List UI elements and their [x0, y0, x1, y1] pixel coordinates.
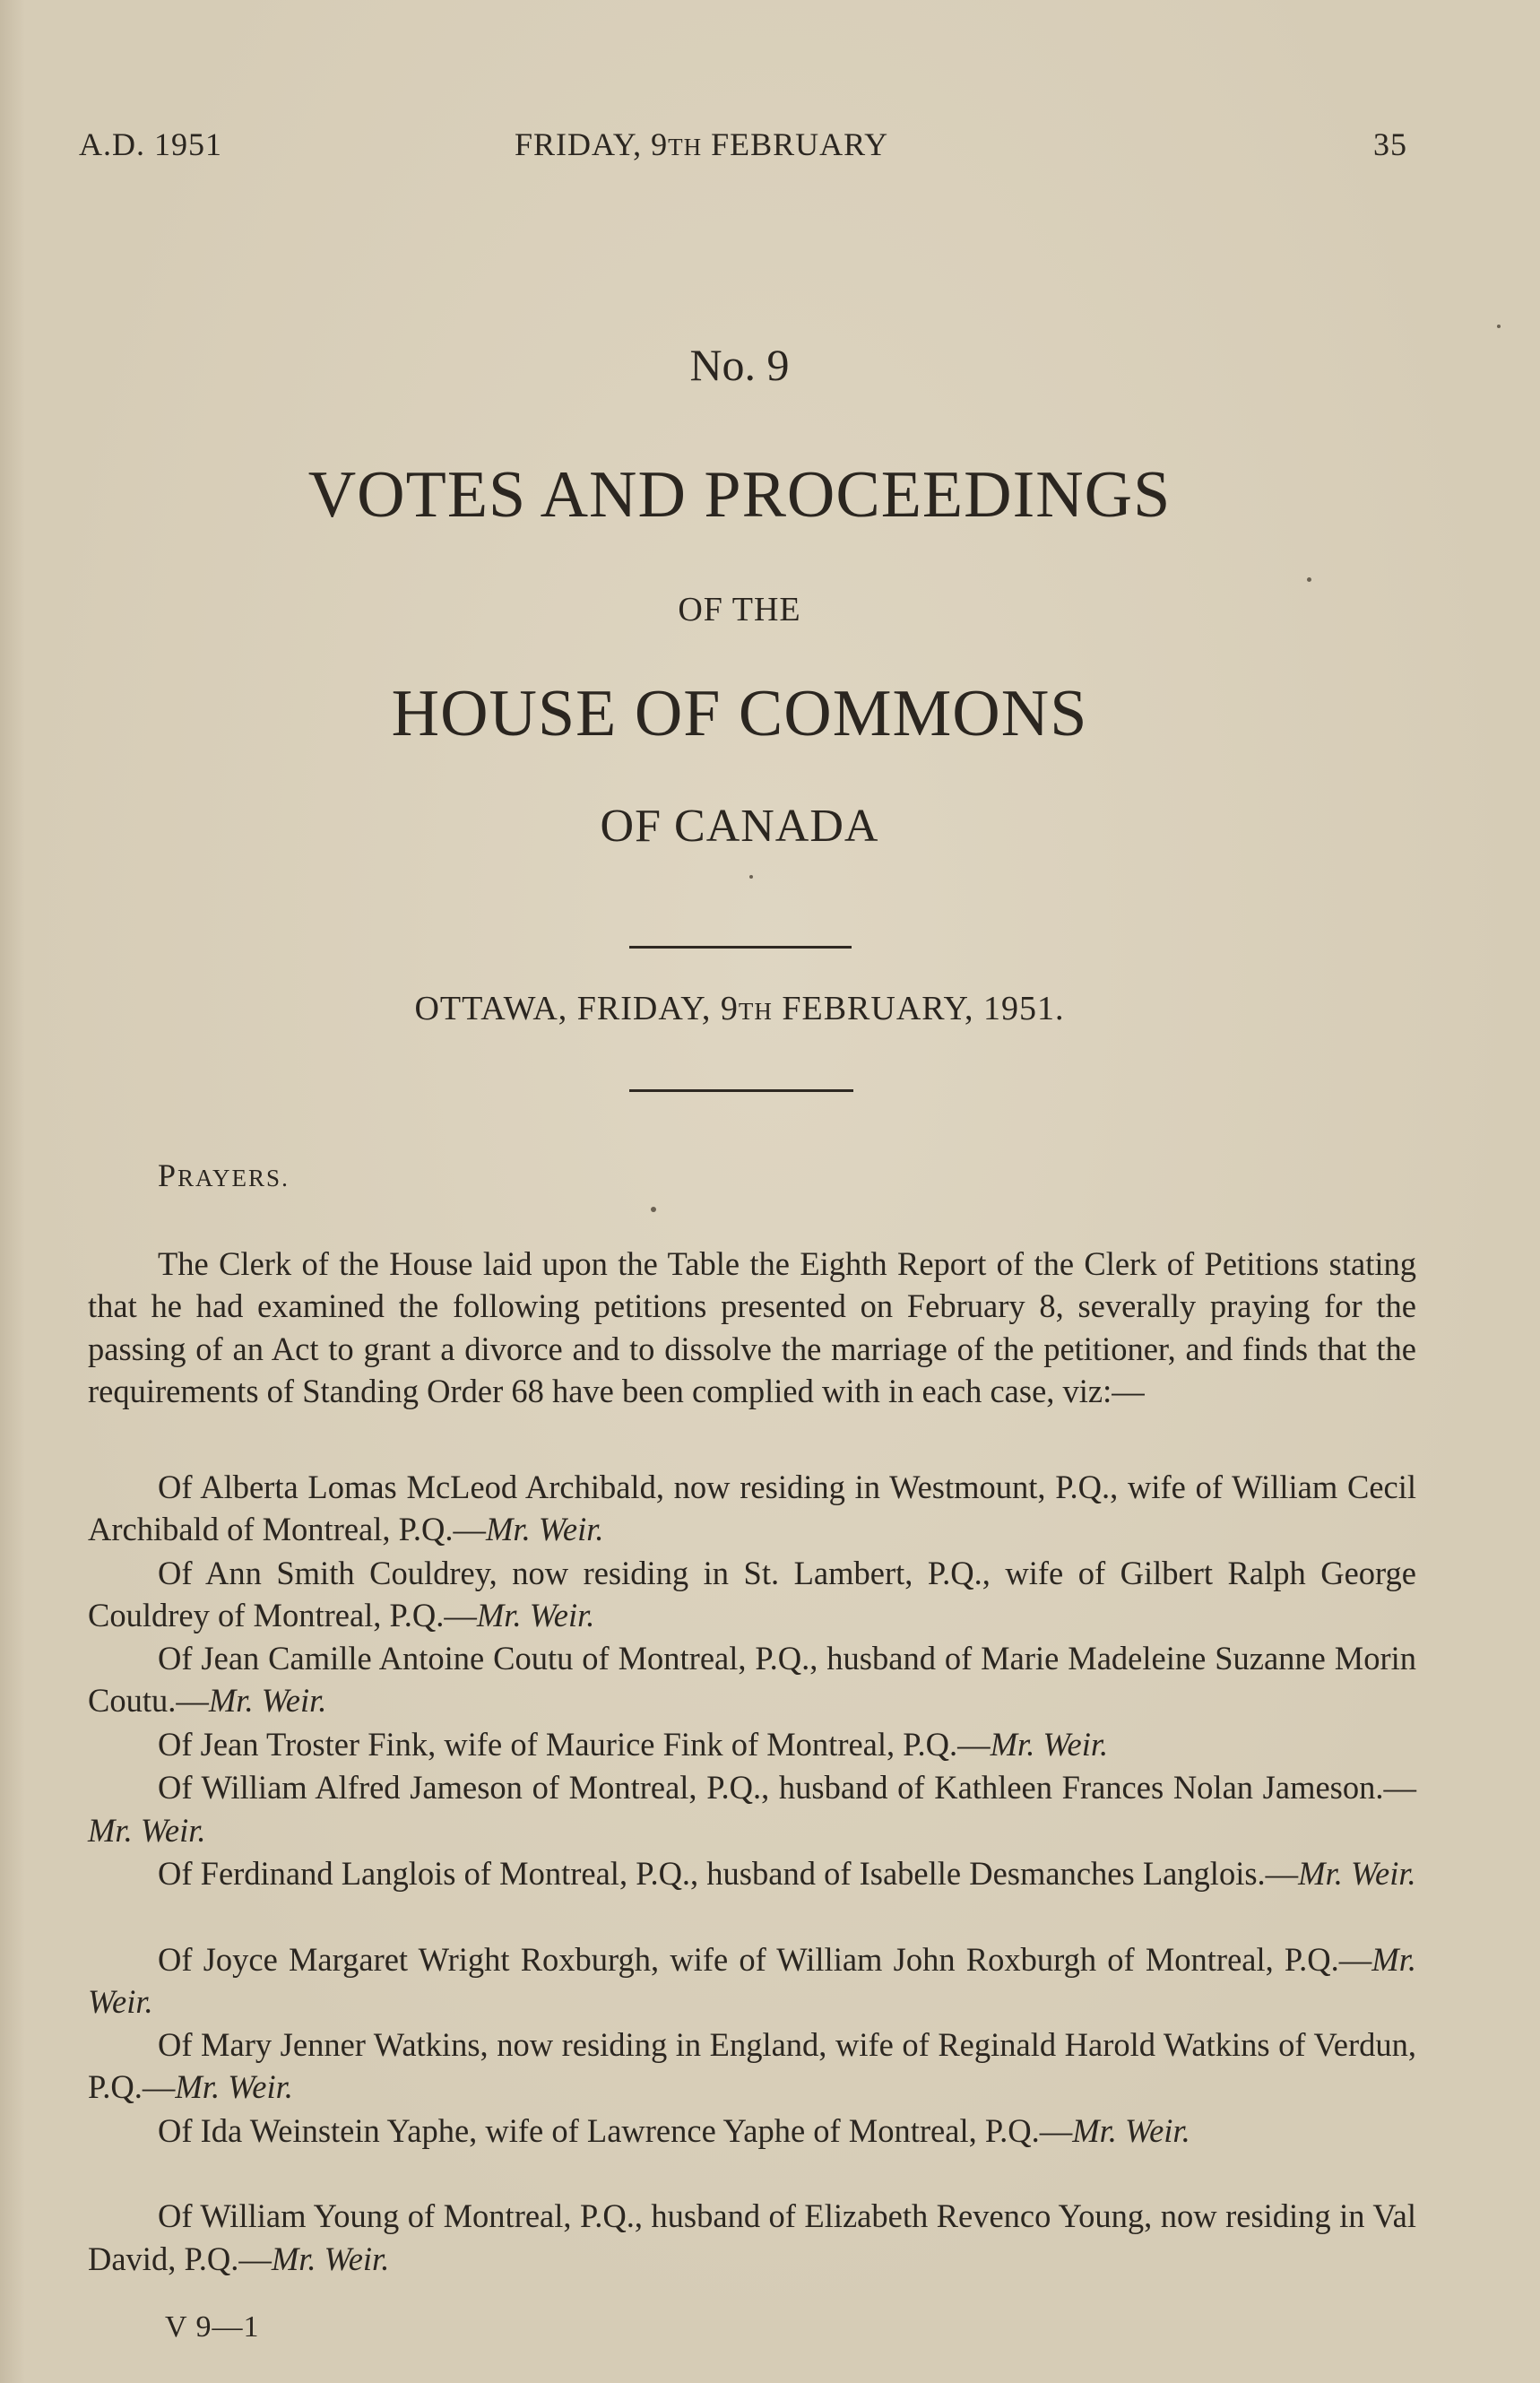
petition-member: Mr. Weir.: [271, 2240, 390, 2277]
petition-item: [88, 2195, 1416, 2280]
running-head: [79, 126, 1407, 170]
petition-text: Of Ferdinand Langlois of Montreal, P.Q., husband of Isabelle Desmanches Langlois.—: [158, 1854, 1299, 1892]
running-head-date-pre: FRIDAY, 9: [515, 126, 669, 162]
session-date: [0, 989, 1479, 1028]
petition-item: [88, 2110, 1416, 2195]
session-date-ordinal: TH: [738, 998, 773, 1025]
petition-item: [88, 1766, 1416, 1851]
session-date-pre: OTTAWA, FRIDAY, 9: [414, 990, 739, 1027]
issue-number: No. 9: [689, 340, 790, 390]
petition-member: Mr. Weir.: [990, 1725, 1109, 1763]
paper-speck: [651, 1207, 656, 1212]
petition-member: Mr. Weir.: [88, 1811, 206, 1849]
signature-mark: V 9—1: [165, 2310, 260, 2344]
petition-member: Mr. Weir.: [476, 1596, 595, 1633]
petition-item: [88, 2023, 1416, 2109]
petition-text: Of Mary Jenner Watkins, now residing in England, wife of Reginald Harold Watkins of Verdun, P.Q.—: [88, 2026, 1416, 2106]
petition-text: Of Ann Smith Couldrey, now residing in St. Lambert, P.Q., wife of Gilbert Ralph George Couldrey of Montreal, P.Q.—: [88, 1554, 1416, 1633]
petition-text: Of William Young of Montreal, P.Q., husband of Elizabeth Revenco Young, now residing in Val David, P.Q.—: [88, 2197, 1416, 2277]
petition-list: [88, 1466, 1416, 2281]
house-title: HOUSE OF COMMONS: [391, 677, 1088, 750]
petition-text: Of Jean Troster Fink, wife of Maurice Fink of Montreal, P.Q.—: [158, 1725, 991, 1763]
petition-item: [88, 1637, 1416, 1722]
divider-top: [629, 946, 852, 949]
petition-text: Of Ida Weinstein Yaphe, wife of Lawrence Yaphe of Montreal, P.Q.—: [158, 2111, 1073, 2149]
prayers-rest: RAYERS.: [177, 1165, 290, 1192]
petition-item: [88, 1852, 1416, 1937]
paper-speck: [1497, 325, 1501, 328]
paper-speck: [1307, 577, 1311, 582]
petition-text: Of Jean Camille Antoine Coutu of Montreal, P.Q., husband of Marie Madeleine Suzanne Morin Coutu.—: [88, 1640, 1416, 1720]
petition-item: [88, 1723, 1416, 1766]
petition-text: Of William Alfred Jameson of Montreal, P.Q., husband of Kathleen Frances Nolan Jameson.—: [158, 1769, 1416, 1807]
session-date-post: FEBRUARY, 1951.: [772, 990, 1065, 1027]
petition-text: Of Alberta Lomas McLeod Archibald, now residing in Westmount, P.Q., wife of William Cecil Archibald of Montreal, P.Q.—: [88, 1469, 1416, 1548]
running-head-date-ordinal: TH: [668, 134, 703, 160]
petition-member: Mr. Weir.: [208, 1682, 327, 1720]
paper-speck: [749, 875, 753, 879]
country-title: OF CANADA: [600, 801, 879, 852]
petition-member: Mr. Weir.: [1298, 1854, 1416, 1892]
petition-text: Of Joyce Margaret Wright Roxburgh, wife of William John Roxburgh of Montreal, P.Q.—: [158, 1940, 1372, 1978]
petition-item: [88, 1938, 1416, 2023]
document-title: VOTES AND PROCEEDINGS: [307, 458, 1172, 532]
prayers-initial: P: [158, 1157, 178, 1193]
petition-member: Mr. Weir.: [486, 1511, 604, 1548]
intro-paragraph: The Clerk of the House laid upon the Table the Eighth Report of the Clerk of Petitions stating that he had examined the following petitions presented on February 8, severally praying for the passing of an Act to grant a divorce and to dissolve the marriage of the petitioner, and finds that the requirements of Standing Order 68 have been complied with in each case, viz:—: [88, 1245, 1416, 1409]
running-head-date-post: FEBRUARY: [702, 126, 889, 162]
petition-member: Mr. Weir.: [1072, 2111, 1190, 2149]
petition-item: [88, 1552, 1416, 1637]
page-number: 35: [1373, 126, 1407, 162]
petition-member: Mr. Weir.: [175, 2068, 293, 2106]
divider-bottom: [629, 1089, 853, 1092]
petition-item: [88, 1466, 1416, 1551]
running-head-year: A.D. 1951: [79, 126, 222, 162]
running-head-date: [515, 126, 888, 163]
title-connector: OF THE: [678, 591, 801, 628]
prayers-heading: [158, 1157, 290, 1194]
petition-member: Mr. Weir.: [88, 1940, 1416, 2020]
